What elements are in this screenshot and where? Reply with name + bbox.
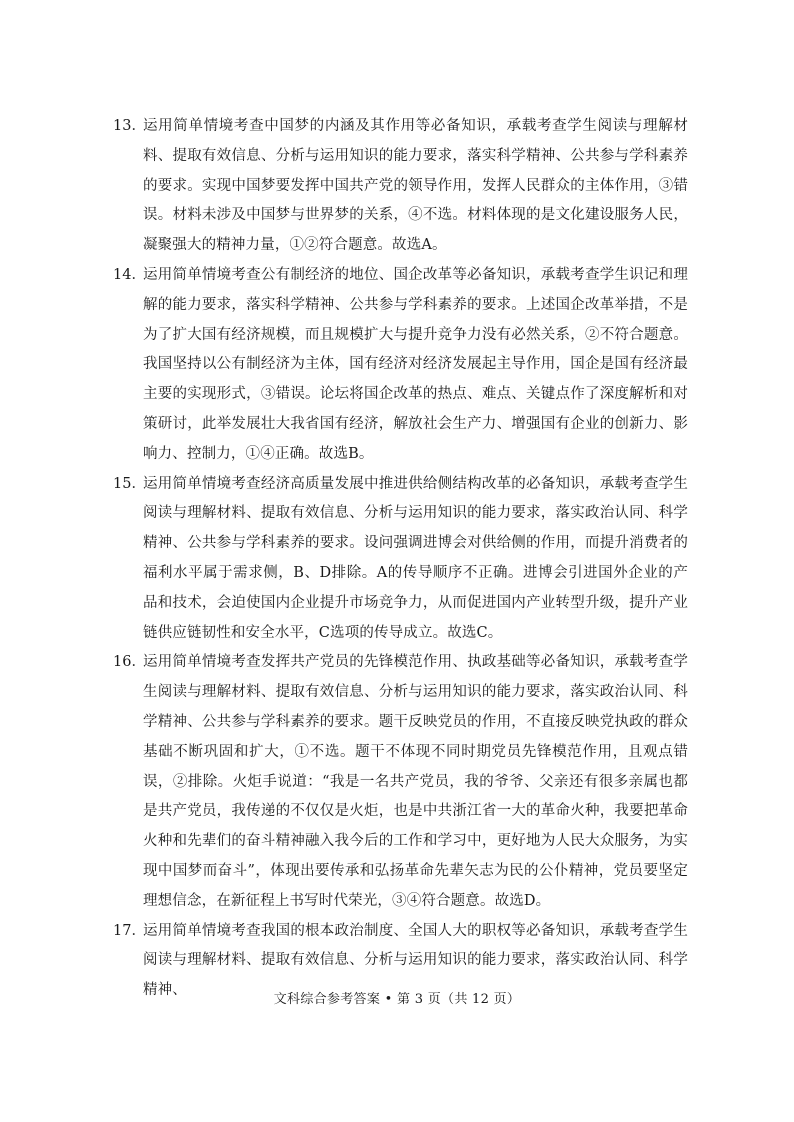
item-number: 14． [113,266,146,283]
item-number: 17． [113,922,146,939]
answer-item-14 [113,261,688,470]
answer-list [113,112,688,1006]
item-explanation: 运用简单情境考查我国的根本政治制度、全国人大的职权等必备知识，承载考查学生阅读与理解材料、提取有效信息、分析与运用知识的能力要求，落实政治认同、科学精神、 [143,922,688,999]
answer-item-16 [113,648,688,916]
item-explanation: 运用简单情境考查经济高质量发展中推进供给侧结构改革的必备知识，承载考查学生阅读与理解材料、提取有效信息、分析与运用知识的能力要求，落实政治认同、科学精神、公共参与学科素养的要求。设问强调进博会对供给侧的作用，而提升消费者的福利水平属于需求侧，B、D排除。A的传导顺序不正确。进博会引进国外企业的产品和技术，会迫使国内企业提升市场竞争力，从而促进国内产业转型升级，提升产业链供应链韧性和安全水平，C选项的传导成立。故选C。 [143,475,688,641]
item-number: 16． [113,654,146,671]
item-explanation: 运用简单情境考查中国梦的内涵及其作用等必备知识，承载考查学生阅读与理解材料、提取有效信息、分析与运用知识的能力要求，落实科学精神、公共参与学科素养的要求。实现中国梦要发挥中国共产党的领导作用，发挥人民群众的主体作用，③错误。材料未涉及中国梦与世界梦的关系，④不选。材料体现的是文化建设服务人民，凝聚强大的精神力量，①②符合题意。故选A。 [143,118,688,254]
item-number: 13． [113,118,146,134]
answer-item-13 [113,112,688,261]
item-number: 15． [113,475,146,492]
item-explanation: 运用简单情境考查发挥共产党员的先锋模范作用、执政基础等必备知识，承载考查学生阅读与理解材料、提取有效信息、分析与运用知识的能力要求，落实政治认同、科学精神、公共参与学科素养的要求。题干反映党员的作用，不直接反映党执政的群众基础不断巩固和扩大，①不选。题干不体现不同时期党员先锋模范作用，且观点错误，②排除。火炬手说道：“我是一名共产党员，我的爷爷、父亲还有很多亲属也都是共产党员，我传递的不仅仅是火炬，也是中共浙江省一大的革命火种，我要把革命火种和先辈们的奋斗精神融入我今后的工作和学习中，更好地为人民大众服务，为实现中国梦而奋斗”，体现出要传承和弘扬革命先辈矢志为民的公仆精神，党员要坚定理想信念，在新征程上书写时代荣光，③④符合题意。故选D。 [143,654,688,909]
answer-item-15 [113,470,688,649]
item-explanation: 运用简单情境考查公有制经济的地位、国企改革等必备知识，承载考查学生识记和理解的能力要求，落实科学精神、公共参与学科素养的要求。上述国企改革举措，不是为了扩大国有经济规模，而且规模扩大与提升竞争力没有必然关系，②不符合题意。我国坚持以公有制经济为主体，国有经济对经济发展起主导作用，国企是国有经济最主要的实现形式，③错误。论坛将国企改革的热点、难点、关键点作了深度解析和对策研讨，此举发展壮大我省国有经济，解放社会生产力、增强国有企业的创新力、影响力、控制力，①④正确。故选B。 [143,266,688,462]
page-footer: 文科综合参考答案 • 第 3 页（共 12 页） [273,992,521,1007]
